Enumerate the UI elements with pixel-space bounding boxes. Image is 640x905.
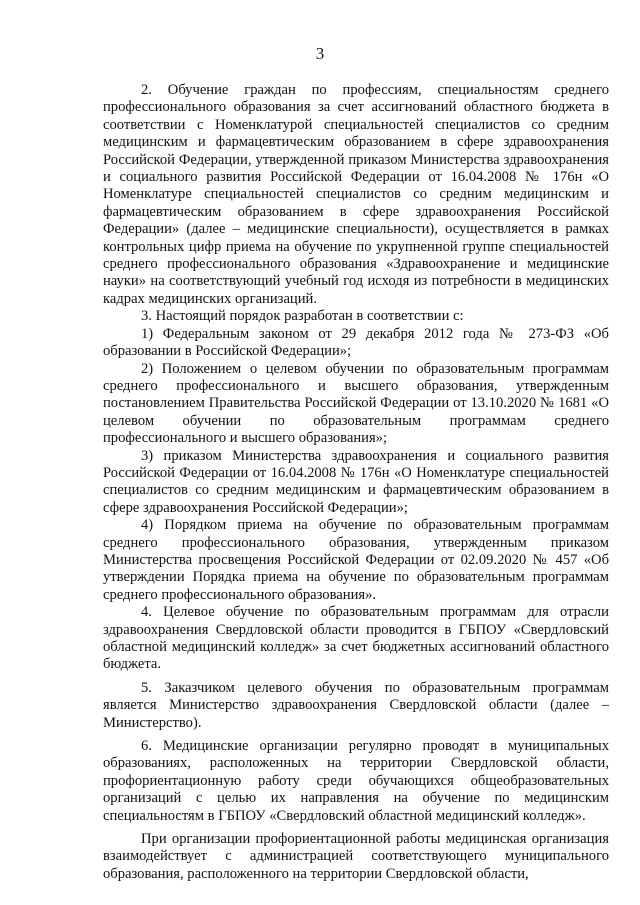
list-item-3-order: 3) приказом Министерства здравоохранения и социального развития Российской Федерации от 16.04.2008 № 176н «О Номенклатуре специальностей специалистов со средним медицинским и фармацевтическим образованием в сфере здравоохранения Российской Федерации»; [103,447,609,516]
paragraph-2-training: 2. Обучение граждан по профессиям, специальностям среднего профессионального образования за счет ассигнований областного бюджета в соответствии с Номенклатурой специальностей специалистов со средним медицинским и фармацевтическим образованием в сфере здравоохранения Российской Федерации, утвержденной приказом Министерства здравоохранения и социального развития Российской Федерации от 16.04.2008 № 176н «О Номенклатуре специальностей специалистов со средним медицинским и фармацевтическим образованием в сфере здравоохранения Российской Федерации» (далее – медицинские специальности), осуществляется в рамках контрольных цифр приема на обучение по укрупненной группе специальностей среднего профессионального образования «Здравоохранение и медицинские науки» на соответствующий учебный год исходя из потребности в медицинских кадрах медицинских организаций. [103,82,609,307]
list-item-1-federal-law: 1) Федеральным законом от 29 декабря 2012 года № 273-ФЗ «Об образовании в Российской Федерации»; [103,325,609,360]
paragraph-career-guidance-interaction: При организации профориентационной работы медицинская организация взаимодействует с администрацией соответствующего муниципального образования, расположенного на территории Свердловской области, [103,831,609,882]
paragraph-3-basis: 3. Настоящий порядок разработан в соответствии с: [141,308,464,325]
paragraph-4-target-training: 4. Целевое обучение по образовательным программам для отрасли здравоохранения Свердловской области проводится в ГБПОУ «Свердловский областной медицинский колледж» за счет бюджетных ассигнований областного бюджета. [103,604,609,673]
list-item-2-regulation: 2) Положением о целевом обучении по образовательным программам среднего профессионального и высшего образования, утвержденным постановлением Правительства Российской Федерации от 13.10.2020 № 1681 «О целевом обучении по образовательным программам среднего профессионального и высшего образования»; [103,360,609,447]
page-number: 3 [315,44,325,63]
document-body [103,82,609,883]
paragraph-6-career-guidance: 6. Медицинские организации регулярно проводят в муниципальных образованиях, расположенных на территории Свердловской области, профориентационную работу среди обучающихся общеобразовательных организаций с целью их направления на обучение по медицинским специальностям в ГБПОУ «Свердловский областной медицинский колледж». [103,738,609,824]
paragraph-5-customer: 5. Заказчиком целевого обучения по образовательным программам является Министерство здравоохранения Свердловской области (далее – Министерство). [103,679,609,731]
list-item-4-admission-procedure: 4) Порядком приема на обучение по образовательным программам среднего профессионального образования, утвержденным приказом Министерства просвещения Российской Федерации от 02.09.2020 № 457 «Об утверждении Порядка приема на обучение по образовательным программам среднего профессионального образования». [103,517,609,603]
